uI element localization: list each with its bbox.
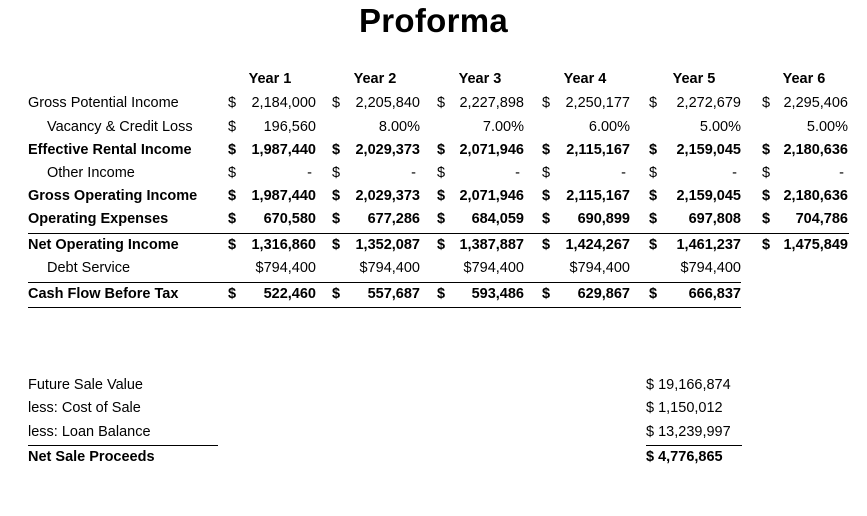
currency-sign: $ [762,237,771,253]
value-cell: - [515,165,520,181]
currency-sign: $ [228,188,237,204]
currency-sign: $ [762,211,771,227]
currency-sign: $ [649,286,658,302]
value-cell: 2,180,636 [783,188,848,204]
value-cell: 1,352,087 [355,237,420,253]
value-cell: 2,184,000 [251,95,316,111]
percent-cell: 8.00% [378,119,420,135]
value-cell: - [307,165,312,181]
currency-sign: $ [437,211,446,227]
currency-sign: $ [437,188,446,204]
value-cell: 2,295,406 [783,95,848,111]
year-header: Year 2 [353,71,397,87]
value-cell: 1,987,440 [251,142,316,158]
percent-cell: 6.00% [588,119,630,135]
value-cell: 684,059 [471,211,524,227]
currency-sign: $ [332,188,341,204]
value-cell: 677,286 [367,211,420,227]
currency-sign: $ [332,165,341,181]
row-label-opex: Operating Expenses [28,211,169,227]
currency-sign: $ [762,165,771,181]
rule-above-net-sale-value [646,445,742,446]
currency-sign: $ [228,119,237,135]
row-label-noi: Net Operating Income [28,237,179,253]
year-header: Year 5 [672,71,716,87]
year-header: Year 6 [782,71,826,87]
currency-sign: $ [332,95,341,111]
value-cell: 1,316,860 [251,237,316,253]
sale-label-future: Future Sale Value [28,377,143,393]
currency-sign: $ [332,211,341,227]
currency-sign: $ [437,142,446,158]
sale-label-loan: less: Loan Balance [28,424,151,440]
sale-value-loan: $ 13,239,997 [646,424,731,440]
currency-sign: $ [332,142,341,158]
rule-below-cfbt [28,307,741,308]
value-cell: 1,475,849 [783,237,848,253]
currency-sign: $ [649,95,658,111]
currency-sign: $ [542,142,551,158]
value-cell: 2,159,045 [676,142,741,158]
value-cell: 2,071,946 [459,142,524,158]
percent-cell: 5.00% [699,119,741,135]
sale-value-future: $ 19,166,874 [646,377,731,393]
value-cell: 196,560 [263,119,316,135]
value-cell: 2,227,898 [459,95,524,111]
debt-service-value: $794,400 [680,260,741,276]
value-cell: 2,115,167 [566,188,630,204]
currency-sign: $ [542,211,551,227]
value-cell: 1,987,440 [251,188,316,204]
currency-sign: $ [542,95,551,111]
year-header: Year 1 [248,71,292,87]
rule-above-cfbt [28,282,741,283]
value-cell: 1,461,237 [676,237,741,253]
value-cell: 704,786 [795,211,848,227]
currency-sign: $ [649,211,658,227]
year-header: Year 4 [563,71,607,87]
value-cell: - [411,165,416,181]
currency-sign: $ [228,237,237,253]
value-cell: 1,387,887 [459,237,524,253]
value-cell: 2,029,373 [355,188,420,204]
debt-service-value: $794,400 [463,260,524,276]
value-cell: 2,115,167 [566,142,630,158]
currency-sign: $ [228,165,237,181]
currency-sign: $ [437,95,446,111]
row-label-other: Other Income [47,165,135,181]
value-cell: - [839,165,844,181]
currency-sign: $ [762,188,771,204]
row-label-goi: Gross Operating Income [28,188,198,204]
currency-sign: $ [542,286,551,302]
row-label-cfbt: Cash Flow Before Tax [28,286,179,302]
debt-service-value: $794,400 [255,260,316,276]
value-cell: 2,205,840 [355,95,420,111]
value-cell: - [732,165,737,181]
sale-label-net: Net Sale Proceeds [28,449,155,465]
rule-above-noi [28,233,849,234]
currency-sign: $ [228,95,237,111]
sale-value-net: $ 4,776,865 [646,449,723,465]
value-cell: 670,580 [263,211,316,227]
value-cell: 690,899 [577,211,630,227]
page-title: Proforma [358,2,509,39]
currency-sign: $ [332,286,341,302]
value-cell: 557,687 [367,286,420,302]
currency-sign: $ [649,237,658,253]
sale-label-cost: less: Cost of Sale [28,400,141,416]
currency-sign: $ [332,237,341,253]
value-cell: 2,180,636 [783,142,848,158]
value-cell: 2,071,946 [459,188,524,204]
currency-sign: $ [649,188,658,204]
row-label-gpi: Gross Potential Income [28,95,179,111]
currency-sign: $ [762,95,771,111]
currency-sign: $ [542,188,551,204]
row-label-vacancy: Vacancy & Credit Loss [47,119,193,135]
value-cell: 2,272,679 [676,95,741,111]
currency-sign: $ [228,142,237,158]
currency-sign: $ [437,286,446,302]
value-cell: 2,159,045 [676,188,741,204]
row-label-debt: Debt Service [47,260,131,276]
rule-above-net-sale-label [28,445,218,446]
debt-service-value: $794,400 [359,260,420,276]
value-cell: 593,486 [471,286,524,302]
value-cell: - [621,165,626,181]
currency-sign: $ [649,142,658,158]
row-label-eri: Effective Rental Income [28,142,192,158]
value-cell: 522,460 [263,286,316,302]
currency-sign: $ [542,165,551,181]
value-cell: 2,029,373 [355,142,420,158]
currency-sign: $ [228,286,237,302]
currency-sign: $ [437,237,446,253]
currency-sign: $ [437,165,446,181]
currency-sign: $ [762,142,771,158]
currency-sign: $ [542,237,551,253]
value-cell: 697,808 [688,211,741,227]
sale-value-cost: $ 1,150,012 [646,400,723,416]
currency-sign: $ [228,211,237,227]
value-cell: 666,837 [688,286,741,302]
debt-service-value: $794,400 [569,260,630,276]
value-cell: 629,867 [577,286,630,302]
year-header: Year 3 [458,71,502,87]
value-cell: 2,250,177 [565,95,630,111]
value-cell: 1,424,267 [565,237,630,253]
percent-cell: 5.00% [806,119,848,135]
currency-sign: $ [649,165,658,181]
percent-cell: 7.00% [482,119,524,135]
